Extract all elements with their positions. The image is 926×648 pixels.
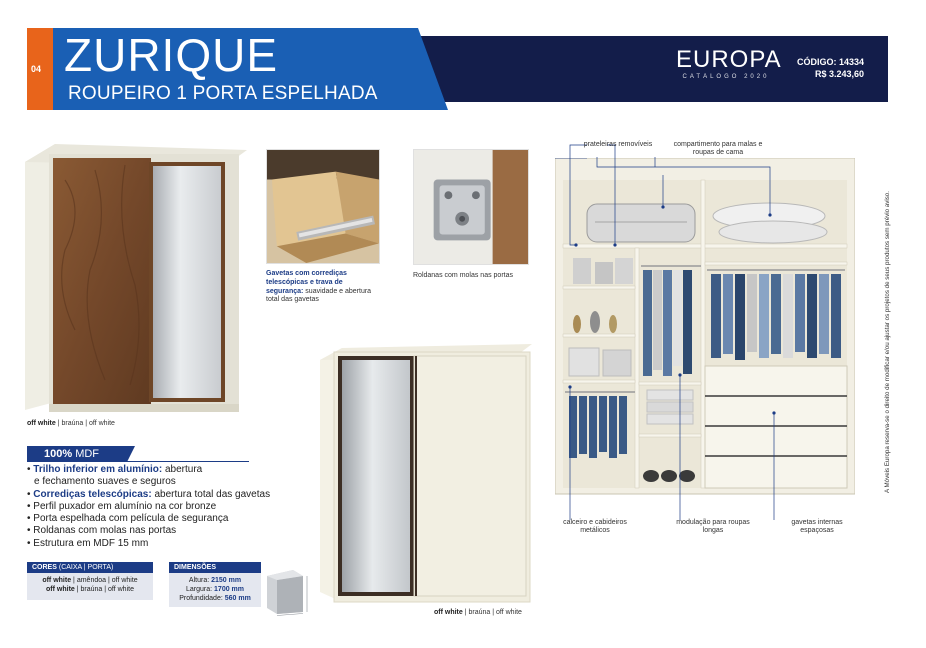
- feature-item: [27, 538, 270, 550]
- feature-text: abertura total das gavetas: [151, 488, 271, 500]
- main-photo-caption-door: braúna | off white: [61, 420, 115, 427]
- feature-highlight: Corrediças telescópicas:: [33, 488, 152, 500]
- dim-row-width: [169, 585, 261, 594]
- diagram-callout-lines: [540, 135, 870, 530]
- feature-item: [27, 525, 270, 537]
- product-code-price: [797, 56, 864, 80]
- feature-item: [27, 513, 270, 525]
- dim-row-depth: [169, 594, 261, 603]
- cores-title: CORES: [32, 564, 57, 571]
- feature-text: Roldanas com molas nas portas: [33, 525, 177, 537]
- label-long-clothes: modulação para roupas longas: [676, 519, 750, 535]
- white-photo-caption-box: off white: [434, 609, 463, 616]
- main-photo-caption-box: off white: [27, 420, 56, 427]
- brand-logo: [676, 46, 782, 80]
- dim-value: 1700 mm: [214, 586, 244, 593]
- dimensoes-body: [169, 573, 261, 607]
- roller-photo-caption: Roldanas com molas nas portas: [413, 272, 513, 279]
- white-photo-caption-door: braúna | off white: [468, 609, 522, 616]
- cores-door-color: braúna | off white: [80, 586, 134, 593]
- wardrobe-white-photo: [320, 330, 532, 605]
- dimension-box-icon: [263, 566, 309, 616]
- feature-text: Porta espelhada com película de segurança: [33, 513, 229, 525]
- drawer-caption-text: suavidade e abertura total das gavetas: [266, 287, 372, 304]
- product-title: ZURIQUE: [64, 29, 278, 81]
- door-roller-photo: [413, 149, 529, 265]
- dim-row-height: [169, 576, 261, 585]
- disclaimer-text: A Móveis Europa reserva-se o direito de modificar e/ou ajustar os projetos de seus produtos sem prévio aviso.: [884, 191, 891, 493]
- mdf-label-bold: 100%: [44, 448, 73, 460]
- product-subtitle: ROUPEIRO 1 PORTA ESPELHADA: [68, 83, 378, 104]
- dim-value: 560 mm: [224, 595, 251, 602]
- page-number: 04: [31, 64, 42, 74]
- drawer-slide-photo: [266, 149, 380, 264]
- disclaimer-vertical: [874, 125, 891, 495]
- cores-body: [27, 573, 153, 600]
- label-luggage-compartment: compartimento para malas e roupas de cama: [673, 141, 763, 157]
- dim-label: Altura:: [188, 577, 210, 584]
- product-price: R$ 3.243,60: [814, 69, 864, 80]
- mdf-label-rest: MDF: [72, 448, 100, 460]
- brand-catalog: CATÁLOGO 2020: [682, 74, 770, 80]
- feature-text: abertura: [162, 464, 203, 475]
- dim-value: 2150 mm: [211, 577, 242, 584]
- dimensoes-header: DIMENSÕES: [169, 562, 261, 573]
- feature-highlight: Trilho inferior em alumínio:: [33, 464, 163, 475]
- dim-label: Largura:: [186, 586, 213, 593]
- feature-item: [27, 501, 270, 513]
- feature-item: [27, 464, 270, 476]
- feature-text: Estrutura em MDF 15 mm: [33, 537, 149, 549]
- drawer-caption-highlight: Gavetas com corrediças telescópicas e trava de segurança:: [266, 270, 347, 295]
- wardrobe-brauna-photo: [25, 140, 247, 412]
- cores-door-color: amêndoa | off white: [76, 577, 138, 584]
- feature-item-continued: [27, 476, 270, 488]
- product-code: CÓDIGO: 14334: [796, 57, 864, 67]
- cores-header: [27, 562, 153, 573]
- mdf-label: [44, 446, 99, 462]
- label-inner-drawers: gavetas internas espaçosas: [791, 519, 843, 535]
- feature-text: e fechamento suaves e seguros: [34, 476, 176, 488]
- cores-row: off white | amêndoa | off white: [42, 577, 138, 584]
- main-photo-caption: off white | braúna | off white: [27, 420, 115, 427]
- features-list: [27, 464, 270, 550]
- page-header: [0, 0, 926, 115]
- white-photo-caption: off white | braúna | off white: [434, 609, 522, 616]
- dim-label: Profundidade:: [179, 595, 223, 602]
- feature-text: Perfil puxador em alumínio na cor bronze: [33, 500, 217, 512]
- cores-title-sub: (CAIXA | PORTA): [58, 564, 114, 571]
- feature-item: [27, 489, 270, 501]
- drawer-photo-caption: [266, 270, 376, 305]
- cores-box-color: off white: [42, 577, 72, 584]
- cores-box-color: off white: [46, 586, 75, 593]
- brand-name: EUROPA: [676, 46, 782, 73]
- cores-row: off white | braúna | off white: [46, 586, 134, 593]
- label-removable-shelves: prateleiras removíveis: [583, 141, 653, 148]
- label-shoe-rack: calceiro e cabideiros metálicos: [563, 519, 627, 535]
